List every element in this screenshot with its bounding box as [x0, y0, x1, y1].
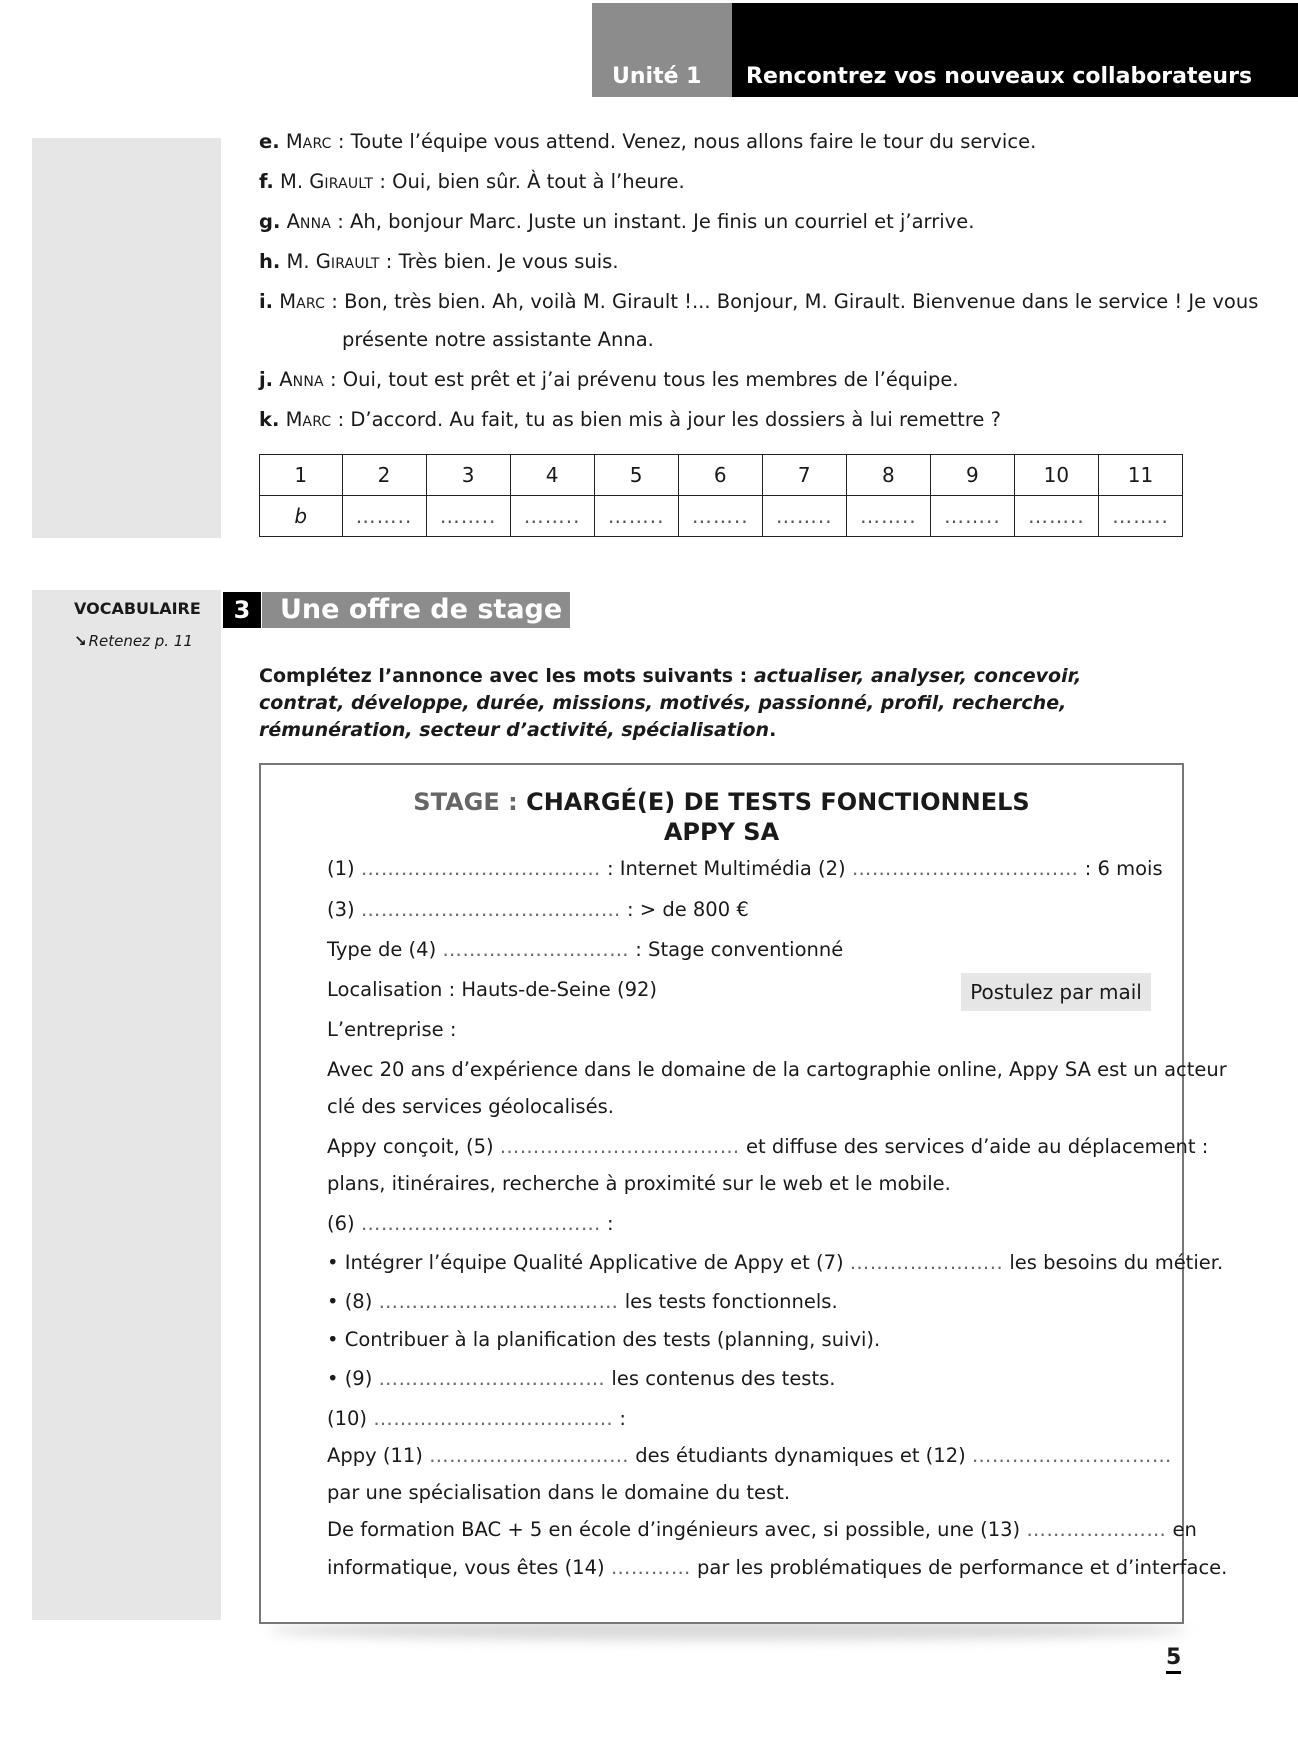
table-cell: 7	[762, 455, 846, 496]
answer-table-answer-row	[260, 496, 1183, 537]
answer-table-header-row	[260, 455, 1183, 496]
answer-cell[interactable]: ……..	[594, 496, 678, 537]
answer-cell[interactable]: ……..	[1014, 496, 1098, 537]
word-list: actualiser, analyser, concevoir, contrat, développe, durée, missions, motivés, passionné, profil, recherche, rémunération, secteur d’activité, spécialisation	[259, 665, 1082, 741]
ad-entreprise-label: L’entreprise :	[327, 1018, 457, 1041]
table-cell: 3	[426, 455, 510, 496]
arrow-down-right-icon: ↘	[74, 632, 87, 650]
blank-5[interactable]: ………………………………	[499, 1135, 740, 1158]
margin-bar-top	[32, 138, 221, 538]
blank-7[interactable]: …………………..	[849, 1251, 1004, 1274]
ad-line-11: Appy (11) ………………………… des étudiants dynamiques et (12) …………………………	[327, 1444, 1172, 1467]
page-number: 5	[1166, 1645, 1181, 1674]
answer-cell[interactable]: ……..	[510, 496, 594, 537]
blank-10[interactable]: ………………………………	[373, 1407, 614, 1430]
answer-cell[interactable]: ……..	[1098, 496, 1182, 537]
blank-2[interactable]: ………………………….…	[851, 857, 1079, 880]
ad-line-1: (1) ……………………………… : Internet Multimédia (2) ………………………….… : 6 mois	[327, 857, 1163, 880]
ad-line-5: Appy conçoit, (5) ……………………………… et diffuse des services d’aide au déplacement :	[327, 1135, 1209, 1158]
exercise-number: 3	[223, 592, 261, 628]
dialogue-line: j. ANNA : Oui, tout est prêt et j’ai prévenu tous les membres de l’équipe.	[259, 368, 959, 391]
table-cell: 8	[846, 455, 930, 496]
ad-line-13: De formation BAC + 5 en école d’ingénieurs avec, si possible, une (13) ………………… en	[327, 1518, 1197, 1541]
ad-localisation: Localisation : Hauts-de-Seine (92)	[327, 978, 657, 1001]
blank-12[interactable]: …………………………	[971, 1444, 1172, 1467]
dialogue-line: f. M. GIRAULT : Oui, bien sûr. À tout à l’heure.	[259, 170, 685, 193]
answer-cell[interactable]: ……..	[930, 496, 1014, 537]
ad-line-6: (6) ……………………………… :	[327, 1212, 614, 1235]
dialogue-line: h. M. GIRAULT : Très bien. Je vous suis.	[259, 250, 619, 273]
job-ad	[259, 763, 1228, 1624]
unit-label: Unité 1	[592, 3, 732, 97]
blank-11[interactable]: …………………………	[429, 1444, 630, 1467]
table-cell: 4	[510, 455, 594, 496]
table-cell: 9	[930, 455, 1014, 496]
blank-13[interactable]: …………………	[1026, 1518, 1167, 1541]
ad-entreprise-text: clé des services géolocalisés.	[327, 1095, 614, 1118]
ad-bullet-7: • Intégrer l’équipe Qualité Applicative de Appy et (7) ………………….. les besoins du métier.	[327, 1251, 1224, 1274]
postulez-button[interactable]: Postulez par mail	[961, 973, 1151, 1011]
table-cell: 1	[260, 455, 343, 496]
dialogue-line: e. MARC : Toute l’équipe vous attend. Venez, nous allons faire le tour du service.	[259, 130, 1037, 153]
blank-8[interactable]: ………………………………	[378, 1290, 619, 1313]
retenez-text: Retenez p. 11	[88, 632, 193, 650]
unit-title: Rencontrez vos nouveaux collaborateurs	[732, 3, 1298, 97]
dialogue-line: k. MARC : D’accord. Au fait, tu as bien mis à jour les dossiers à lui remettre ?	[259, 408, 1001, 431]
section-label: VOCABULAIRE	[74, 599, 201, 618]
ad-line-14: informatique, vous êtes (14) ………… par les problématiques de performance et d’interface.	[327, 1556, 1228, 1579]
table-cell: 5	[594, 455, 678, 496]
blank-1[interactable]: ………………………………	[360, 857, 601, 880]
retenez-link[interactable]	[74, 632, 193, 650]
blank-4[interactable]: …………………….…	[442, 938, 630, 961]
answer-table	[259, 454, 1183, 537]
ad-line-11b: par une spécialisation dans le domaine du test.	[327, 1481, 791, 1504]
ad-line-4: Type de (4) …………………….… : Stage conventionné	[327, 938, 844, 961]
ad-bullet-9: • (9) ………………………….… les contenus des tests.	[327, 1367, 836, 1390]
ad-company: APPY SA	[663, 818, 780, 846]
ad-entreprise-text: Avec 20 ans d’expérience dans le domaine de la cartographie online, Appy SA est un acteur	[327, 1058, 1227, 1081]
table-cell: 6	[678, 455, 762, 496]
dialogue-line: i. MARC : Bon, très bien. Ah, voilà M. Girault !... Bonjour, M. Girault. Bienvenue dans le service ! Je vous	[259, 290, 1259, 313]
ad-title: STAGE : CHARGÉ(E) DE TESTS FONCTIONNELS APPY SA	[413, 788, 1030, 846]
answer-cell[interactable]: ……..	[846, 496, 930, 537]
dialogue-line: g. ANNA : Ah, bonjour Marc. Juste un instant. Je finis un courriel et j’arrive.	[259, 210, 975, 233]
answer-cell[interactable]: ……..	[762, 496, 846, 537]
ad-bullet-8: • (8) ……………………………… les tests fonctionnels.	[327, 1290, 838, 1313]
dialogue-continuation: présente notre assistante Anna.	[342, 328, 654, 351]
ad-line-10: (10) ……………………………… :	[327, 1407, 627, 1430]
blank-3[interactable]: …………………………………	[360, 898, 621, 921]
table-cell: 2	[342, 455, 426, 496]
exercise-title: Une offre de stage	[262, 592, 570, 628]
answer-cell: b	[260, 496, 343, 537]
blank-6[interactable]: ………………………………	[360, 1212, 601, 1235]
ad-line-3: (3) ………………………………… : > de 800 €	[327, 898, 749, 921]
blank-14[interactable]: …………	[610, 1556, 691, 1579]
blank-9[interactable]: ………………………….…	[378, 1367, 606, 1390]
answer-cell[interactable]: ……..	[426, 496, 510, 537]
ad-bullet-plan: • Contribuer à la planification des tests (planning, suivi).	[327, 1328, 881, 1351]
table-cell: 10	[1014, 455, 1098, 496]
ad-line-5b: plans, itinéraires, recherche à proximité sur le web et le mobile.	[327, 1172, 951, 1195]
exercise-instruction: Complétez l’annonce avec les mots suivants : actualiser, analyser, concevoir, contrat, développe, durée, missions, motivés, passionné, profil, recherche, rémunération, secteur d’activité, spécialisation.	[259, 665, 1082, 741]
answer-cell[interactable]: ……..	[342, 496, 426, 537]
answer-cell[interactable]: ……..	[678, 496, 762, 537]
table-cell: 11	[1098, 455, 1182, 496]
margin-bar-bottom	[32, 590, 221, 1620]
